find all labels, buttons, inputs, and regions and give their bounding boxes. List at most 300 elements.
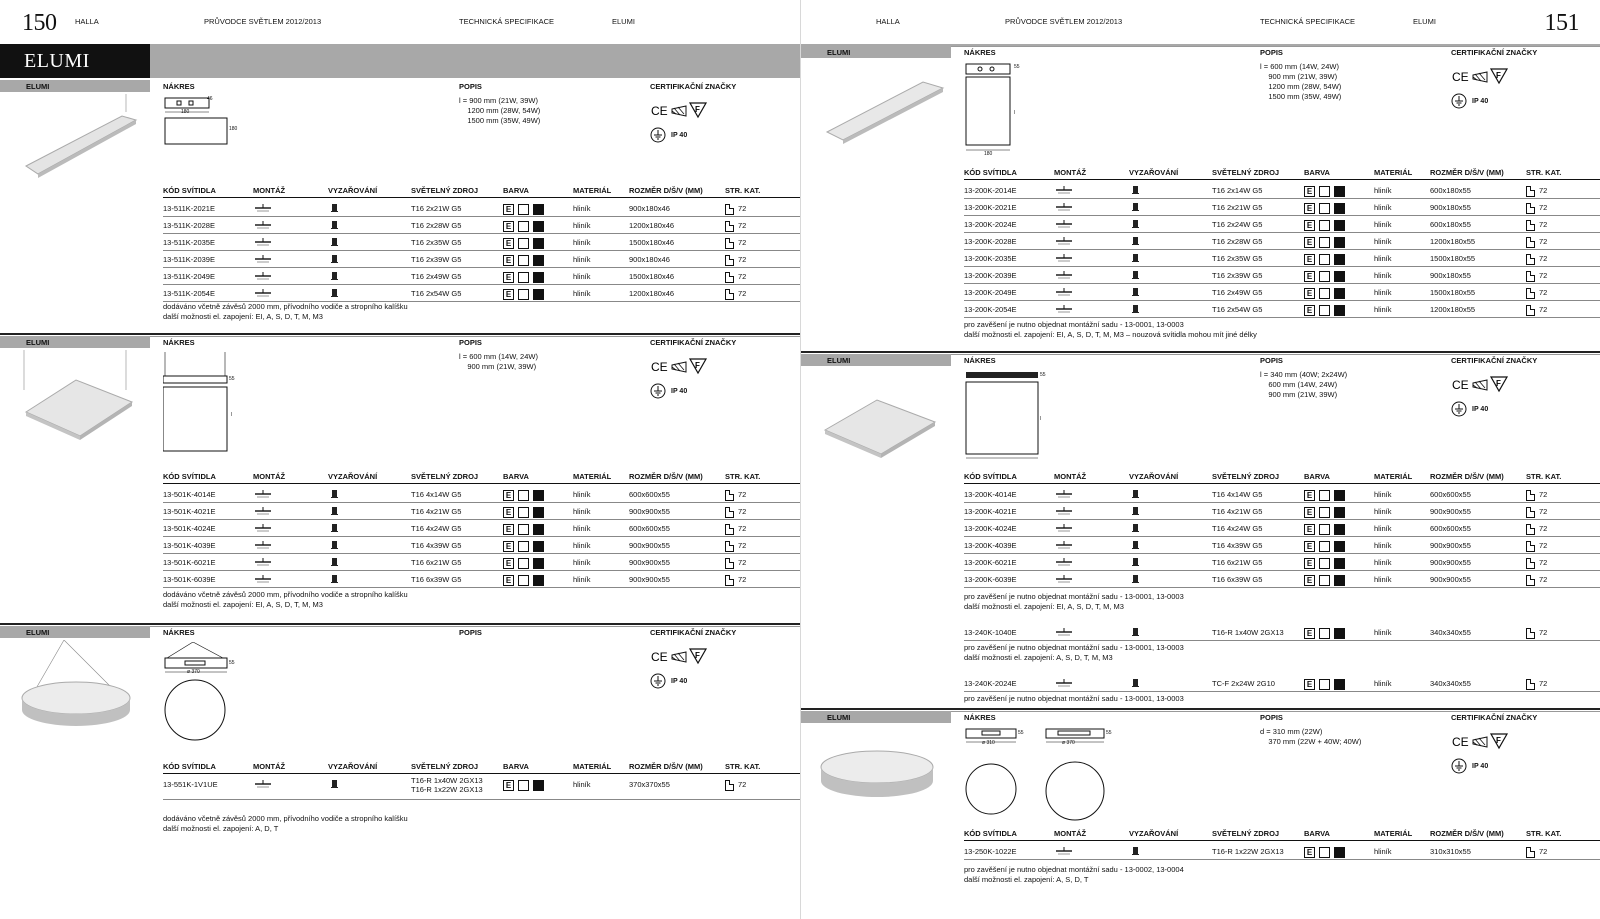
product-code: 13-240K-2024E <box>964 679 1017 688</box>
dimensions: 900x900x55 <box>1430 541 1471 550</box>
color-swatch-white <box>518 558 529 569</box>
color-swatch-white <box>1319 541 1330 552</box>
certification-heading: CERTIFIKAČNÍ ZNAČKY <box>1451 713 1538 722</box>
f-triangle-icon <box>1491 69 1507 83</box>
note-line: další možnosti el. zapojení: EI, A, S, D, T, M, M3 <box>964 602 1124 611</box>
notes <box>163 302 408 322</box>
product-code: 13-511K-2039E <box>163 255 215 264</box>
table-header <box>163 184 800 198</box>
color-swatch-e: E <box>1304 203 1315 214</box>
cert-icons <box>1451 376 1531 420</box>
catalog-page-icon <box>1526 490 1535 501</box>
section-divider <box>801 351 1600 353</box>
mounting-icon <box>1054 679 1074 688</box>
description-line: l = 900 mm (21W, 39W) <box>459 96 538 105</box>
color-swatch-white <box>1319 305 1330 316</box>
drawing-svg <box>163 642 239 742</box>
dimension-label: ø 370 <box>187 669 200 675</box>
dimensions: 900x180x55 <box>1430 203 1471 212</box>
color-swatch-white <box>1319 490 1330 501</box>
light-distribution-icon <box>332 255 337 263</box>
earth-class-icon <box>651 128 665 142</box>
table-row <box>964 250 1600 267</box>
luminaire-image <box>805 60 947 160</box>
color-swatch-e: E <box>1304 575 1315 586</box>
light-source: T16 2x14W G5 <box>1212 186 1263 195</box>
material: hliník <box>573 490 591 499</box>
light-distribution-icon <box>1133 220 1138 228</box>
product-photo <box>805 60 947 160</box>
material: hliník <box>573 289 591 298</box>
column-header: MONTÁŽ <box>1054 472 1087 481</box>
table-row <box>964 199 1600 216</box>
mounting-icon <box>253 221 273 230</box>
dimensions: 600x600x55 <box>629 524 670 533</box>
color-swatch-black <box>1334 220 1345 231</box>
product-code: 13-200K-2054E <box>964 305 1017 314</box>
light-distribution-icon <box>332 575 337 583</box>
column-header: STR. KAT. <box>1526 472 1562 481</box>
description-line: l = 600 mm (14W, 24W) <box>459 352 538 361</box>
table-row <box>964 520 1600 537</box>
note-line: další možnosti el. zapojení: EI, A, S, D, T, M, M3 <box>163 312 323 321</box>
note-line: další možnosti el. zapojení: EI, A, S, D, T, M, M3 <box>163 600 323 609</box>
column-header: MATERIÁL <box>1374 829 1413 838</box>
product-code: 13-200K-6039E <box>964 575 1017 584</box>
note-line: pro zavěšení je nutno objednat montážní sadu - 13-0001, 13-0003 <box>964 643 1184 652</box>
column-header: BARVA <box>503 186 529 195</box>
color-swatch-e: E <box>503 289 514 300</box>
dimensions: 1500x180x55 <box>1430 288 1476 297</box>
material: hliník <box>573 221 591 230</box>
color-swatch-black <box>533 541 544 552</box>
catalog-page: 72 <box>738 204 747 213</box>
technical-drawing <box>964 727 1114 824</box>
drawing-svg <box>964 370 1040 462</box>
section-divider <box>0 333 800 335</box>
catalog-page: 72 <box>738 272 747 281</box>
table-row <box>163 251 800 268</box>
dimensions: 1200x180x55 <box>1430 305 1476 314</box>
description <box>1260 727 1361 747</box>
f-triangle-icon <box>690 103 706 117</box>
ce-icon: CE <box>651 650 668 664</box>
product-table-extra <box>964 675 1600 692</box>
table-row <box>964 216 1600 233</box>
drawing-heading: NÁKRES <box>163 628 195 637</box>
product-code: 13-501K-4024E <box>163 524 216 533</box>
technical-drawing <box>163 642 239 744</box>
mounting-icon <box>1054 490 1074 499</box>
light-distribution-icon <box>332 558 337 566</box>
color-swatch-e: E <box>1304 558 1315 569</box>
mounting-icon <box>1054 847 1074 856</box>
light-source: T16 2x39W G5 <box>1212 271 1263 280</box>
table-row <box>964 624 1600 641</box>
earth-class-icon <box>1452 759 1466 773</box>
light-source: T16 2x54W G5 <box>1212 305 1263 314</box>
color-swatch-black <box>533 238 544 249</box>
color-swatch-black <box>1334 271 1345 282</box>
color-swatch-e: E <box>503 490 514 501</box>
description-line: l = 340 mm (40W; 2x24W) <box>1260 370 1348 379</box>
column-header: STR. KAT. <box>725 762 761 771</box>
color-swatch-e: E <box>503 575 514 586</box>
product-code: 13-200K-2049E <box>964 288 1017 297</box>
color-swatch-white <box>518 490 529 501</box>
note-line: pro zavěšení je nutno objednat montážní sadu - 13-0001, 13-0003 <box>964 320 1184 329</box>
mounting-icon <box>253 575 273 584</box>
table-row <box>964 843 1600 860</box>
column-header: STR. KAT. <box>1526 829 1562 838</box>
table-row <box>163 503 800 520</box>
description-line: 1500 mm (35W, 49W) <box>1260 92 1342 101</box>
product-code: 13-501K-4014E <box>163 490 216 499</box>
mounting-icon <box>1054 524 1074 533</box>
product-code: 13-501K-6021E <box>163 558 216 567</box>
column-header: STR. KAT. <box>725 186 761 195</box>
column-header: SVĚTELNÝ ZDROJ <box>1212 829 1280 838</box>
color-swatch-white <box>1319 237 1330 248</box>
color-swatch-white <box>1319 203 1330 214</box>
light-source: T16 2x39W G5 <box>411 255 462 264</box>
cert-icons <box>1451 733 1531 777</box>
certification-marks <box>650 102 730 146</box>
material: hliník <box>1374 490 1392 499</box>
color-swatch-black <box>1334 507 1345 518</box>
color-swatch-black <box>1334 237 1345 248</box>
cert-icons <box>650 358 730 402</box>
column-header: ROZMĚR D/Š/V (MM) <box>1430 168 1504 177</box>
mounting-icon <box>253 238 273 247</box>
ce-icon: CE <box>1452 70 1469 84</box>
light-source: T16 4x24W G5 <box>1212 524 1263 533</box>
catalog-page: 72 <box>738 541 747 550</box>
catalog-page: 72 <box>1539 203 1548 212</box>
color-swatch-white <box>1319 679 1330 690</box>
light-distribution-icon <box>1133 203 1138 211</box>
column-header: VYZAŘOVÁNÍ <box>1129 829 1179 838</box>
color-swatch-white <box>1319 288 1330 299</box>
material: hliník <box>1374 575 1392 584</box>
color-swatch-white <box>1319 186 1330 197</box>
column-header: VYZAŘOVÁNÍ <box>1129 472 1179 481</box>
light-distribution-icon <box>332 490 337 498</box>
drawing-svg <box>163 96 233 146</box>
column-header: STR. KAT. <box>725 472 761 481</box>
table-row <box>964 182 1600 199</box>
certification-marks <box>1451 68 1531 112</box>
column-header: KÓD SVÍTIDLA <box>163 472 216 481</box>
column-header: STR. KAT. <box>1526 168 1562 177</box>
dimension-label: 55 <box>1040 372 1046 378</box>
mounting-icon <box>253 524 273 533</box>
catalog-page: 72 <box>1539 847 1548 856</box>
table-header <box>163 470 800 484</box>
column-header: SVĚTELNÝ ZDROJ <box>1212 472 1280 481</box>
catalog-page-icon <box>1526 305 1535 316</box>
table-header <box>163 760 800 774</box>
certification-heading: CERTIFIKAČNÍ ZNAČKY <box>1451 48 1538 57</box>
header-item: PRŮVODCE SVĚTLEM 2012/2013 <box>204 17 322 26</box>
header-item: TECHNICKÁ SPECIFIKACE <box>459 17 555 26</box>
description-line: 370 mm (22W + 40W; 40W) <box>1260 737 1362 746</box>
color-swatch-white <box>518 780 529 791</box>
column-header: MONTÁŽ <box>253 186 286 195</box>
catalog-page: 72 <box>1539 507 1548 516</box>
light-source: T16 2x49W G5 <box>1212 288 1263 297</box>
note-line: další možnosti el. zapojení: A, S, D, T, M, M3 <box>964 653 1113 662</box>
f-triangle-icon <box>690 359 706 373</box>
column-header: VYZAŘOVÁNÍ <box>1129 168 1179 177</box>
catalog-page-icon <box>725 255 734 266</box>
description-line: l = 600 mm (14W, 24W) <box>1260 62 1339 71</box>
color-swatch-white <box>1319 847 1330 858</box>
column-header: ROZMĚR D/Š/V (MM) <box>629 472 703 481</box>
column-header: SVĚTELNÝ ZDROJ <box>411 186 479 195</box>
catalog-page-icon <box>725 272 734 283</box>
ip-rating: IP 40 <box>1472 763 1489 770</box>
catalog-page-icon <box>1526 847 1535 858</box>
hatched-shield-icon <box>1473 380 1487 390</box>
color-swatch-black <box>1334 679 1345 690</box>
mounting-icon <box>253 780 273 789</box>
table-row <box>163 776 800 800</box>
right-page <box>800 0 1600 919</box>
light-source: T16 4x14W G5 <box>411 490 462 499</box>
catalog-page-icon <box>1526 254 1535 265</box>
catalog-page: 72 <box>1539 237 1548 246</box>
color-swatch-e: E <box>503 221 514 232</box>
table-header <box>964 827 1600 841</box>
light-distribution-icon <box>332 238 337 246</box>
product-code: 13-200K-2039E <box>964 271 1017 280</box>
description-heading: POPIS <box>459 338 482 347</box>
material: hliník <box>1374 679 1392 688</box>
description-line: 1500 mm (35W, 49W) <box>459 116 541 125</box>
light-source: TC-F 2x24W 2G10 <box>1212 679 1275 688</box>
table-row <box>163 217 800 234</box>
catalog-page: 72 <box>1539 541 1548 550</box>
svg-text:F: F <box>1496 71 1501 80</box>
table-row <box>964 503 1600 520</box>
dimensions: 1500x180x46 <box>629 238 675 247</box>
catalog-page: 72 <box>1539 558 1548 567</box>
column-header: SVĚTELNÝ ZDROJ <box>1212 168 1280 177</box>
material: hliník <box>573 238 591 247</box>
light-distribution-icon <box>1133 254 1138 262</box>
dimension-label: 46 <box>207 96 213 102</box>
material: hliník <box>1374 628 1392 637</box>
table-row <box>163 486 800 503</box>
catalog-page: 72 <box>1539 575 1548 584</box>
light-source: T16 4x24W G5 <box>411 524 462 533</box>
column-header: MONTÁŽ <box>253 762 286 771</box>
color-swatch-e: E <box>1304 254 1315 265</box>
dimensions: 900x900x55 <box>1430 575 1471 584</box>
column-header: VYZAŘOVÁNÍ <box>328 186 378 195</box>
column-header: MATERIÁL <box>573 762 612 771</box>
product-code: 13-501K-6039E <box>163 575 216 584</box>
mounting-icon <box>1054 558 1074 567</box>
description-line: d = 310 mm (22W) <box>1260 727 1323 736</box>
light-distribution-icon <box>332 541 337 549</box>
color-swatch-black <box>533 255 544 266</box>
column-header: BARVA <box>1304 829 1330 838</box>
color-swatch-e: E <box>503 507 514 518</box>
dimensions: 600x600x55 <box>1430 524 1471 533</box>
catalog-page: 72 <box>738 780 747 789</box>
dimensions: 600x600x55 <box>629 490 670 499</box>
dimensions: 1200x180x46 <box>629 221 675 230</box>
note-line: další možnosti el. zapojení: EI, A, S, D, T, M, M3 – nouzová svítidla mohou mít jiné délky <box>964 330 1257 339</box>
mounting-icon <box>253 507 273 516</box>
svg-text:F: F <box>695 105 700 114</box>
dimension-label: 55 <box>1018 730 1024 736</box>
column-header: SVĚTELNÝ ZDROJ <box>411 762 479 771</box>
material: hliník <box>1374 203 1392 212</box>
color-swatch-white <box>518 255 529 266</box>
column-header: MATERIÁL <box>573 472 612 481</box>
color-swatch-black <box>533 272 544 283</box>
mounting-icon <box>253 204 273 213</box>
catalog-page-icon <box>1526 524 1535 535</box>
product-code: 13-200K-2028E <box>964 237 1017 246</box>
luminaire-image <box>4 94 146 194</box>
description <box>1260 370 1347 400</box>
light-source: T16 2x24W G5 <box>1212 220 1263 229</box>
dimensions: 900x180x46 <box>629 204 670 213</box>
column-header: VYZAŘOVÁNÍ <box>328 762 378 771</box>
product-code: 13-511K-2035E <box>163 238 215 247</box>
dimensions: 900x900x55 <box>629 507 670 516</box>
dimension-label: 55 <box>229 660 235 666</box>
table-row <box>163 200 800 217</box>
certification-heading: CERTIFIKAČNÍ ZNAČKY <box>650 338 737 347</box>
cert-icons <box>1451 68 1531 112</box>
catalog-page: 72 <box>1539 254 1548 263</box>
luminaire-image <box>4 350 146 450</box>
dimensions: 1200x180x55 <box>1430 237 1476 246</box>
hatched-shield-icon <box>672 106 686 116</box>
light-source: T16 2x35W G5 <box>1212 254 1263 263</box>
drawing-heading: NÁKRES <box>964 356 996 365</box>
catalog-page-icon <box>1526 203 1535 214</box>
earth-class-icon <box>1452 402 1466 416</box>
note-line: další možnosti el. zapojení: A, S, D, T <box>964 875 1089 884</box>
catalog-page-icon <box>725 289 734 300</box>
light-source: T16 2x21W G5 <box>411 204 462 213</box>
color-swatch-black <box>533 221 544 232</box>
light-distribution-icon <box>1133 271 1138 279</box>
hatched-shield-icon <box>672 652 686 662</box>
svg-text:F: F <box>695 651 700 660</box>
product-table <box>163 200 800 302</box>
catalog-page-icon <box>1526 237 1535 248</box>
mounting-icon <box>1054 628 1074 637</box>
svg-text:F: F <box>695 361 700 370</box>
catalog-page: 72 <box>1539 186 1548 195</box>
certification-marks <box>1451 733 1531 777</box>
color-swatch-white <box>518 524 529 535</box>
section-divider <box>801 708 1600 710</box>
product-code: 13-200K-6021E <box>964 558 1017 567</box>
light-distribution-icon <box>1133 558 1138 566</box>
dimensions: 900x900x55 <box>1430 507 1471 516</box>
dimensions: 340x340x55 <box>1430 679 1471 688</box>
mounting-icon <box>253 490 273 499</box>
table-row <box>964 301 1600 318</box>
catalog-page: 72 <box>1539 524 1548 533</box>
table-row <box>964 233 1600 250</box>
light-distribution-icon <box>1133 628 1138 636</box>
description-line: 600 mm (14W, 24W) <box>1260 380 1338 389</box>
mounting-icon <box>253 558 273 567</box>
mounting-icon <box>1054 203 1074 212</box>
material: hliník <box>1374 271 1392 280</box>
column-header: KÓD SVÍTIDLA <box>964 829 1017 838</box>
mounting-icon <box>1054 237 1074 246</box>
mounting-icon <box>1054 220 1074 229</box>
mounting-icon <box>1054 288 1074 297</box>
material: hliník <box>573 780 591 789</box>
catalog-page-icon <box>725 558 734 569</box>
color-swatch-e: E <box>1304 186 1315 197</box>
mounting-icon <box>1054 186 1074 195</box>
drawing-heading: NÁKRES <box>163 338 195 347</box>
catalog-page: 72 <box>738 575 747 584</box>
light-distribution-icon <box>332 524 337 532</box>
mounting-icon <box>253 289 273 298</box>
product-table <box>964 486 1600 588</box>
product-code: 13-511K-2049E <box>163 272 215 281</box>
column-header: MONTÁŽ <box>253 472 286 481</box>
ce-icon: CE <box>1452 735 1469 749</box>
material: hliník <box>1374 524 1392 533</box>
f-triangle-icon <box>1491 377 1507 391</box>
light-source: T16 2x28W G5 <box>411 221 462 230</box>
material: hliník <box>1374 237 1392 246</box>
color-swatch-white <box>518 289 529 300</box>
table-row <box>163 571 800 588</box>
table-row <box>163 520 800 537</box>
color-swatch-e: E <box>1304 271 1315 282</box>
description-line: 1200 mm (28W, 54W) <box>1260 82 1342 91</box>
section-brand: ELUMI <box>801 46 951 58</box>
note-line: pro zavěšení je nutno objednat montážní sadu - 13-0001, 13-0003 <box>964 694 1184 703</box>
dimensions: 900x900x55 <box>629 575 670 584</box>
catalog-page-icon <box>1526 575 1535 586</box>
note-line: dodáváno včetně závěsů 2000 mm, přívodního vodiče a stropního kalíšku <box>163 814 408 823</box>
catalog-page: 72 <box>738 558 747 567</box>
certification-heading: CERTIFIKAČNÍ ZNAČKY <box>650 628 737 637</box>
catalog-page: 72 <box>1539 490 1548 499</box>
certification-heading: CERTIFIKAČNÍ ZNAČKY <box>650 82 737 91</box>
color-swatch-black <box>533 558 544 569</box>
column-header: ROZMĚR D/Š/V (MM) <box>1430 829 1504 838</box>
material: hliník <box>573 575 591 584</box>
f-triangle-icon <box>690 649 706 663</box>
catalog-page: 72 <box>738 524 747 533</box>
material: hliník <box>1374 847 1392 856</box>
notes <box>964 694 1184 704</box>
column-header: MATERIÁL <box>1374 168 1413 177</box>
color-swatch-black <box>1334 288 1345 299</box>
description <box>459 352 538 372</box>
earth-class-icon <box>651 384 665 398</box>
description-heading: POPIS <box>1260 713 1283 722</box>
catalog-page-icon <box>725 780 734 791</box>
